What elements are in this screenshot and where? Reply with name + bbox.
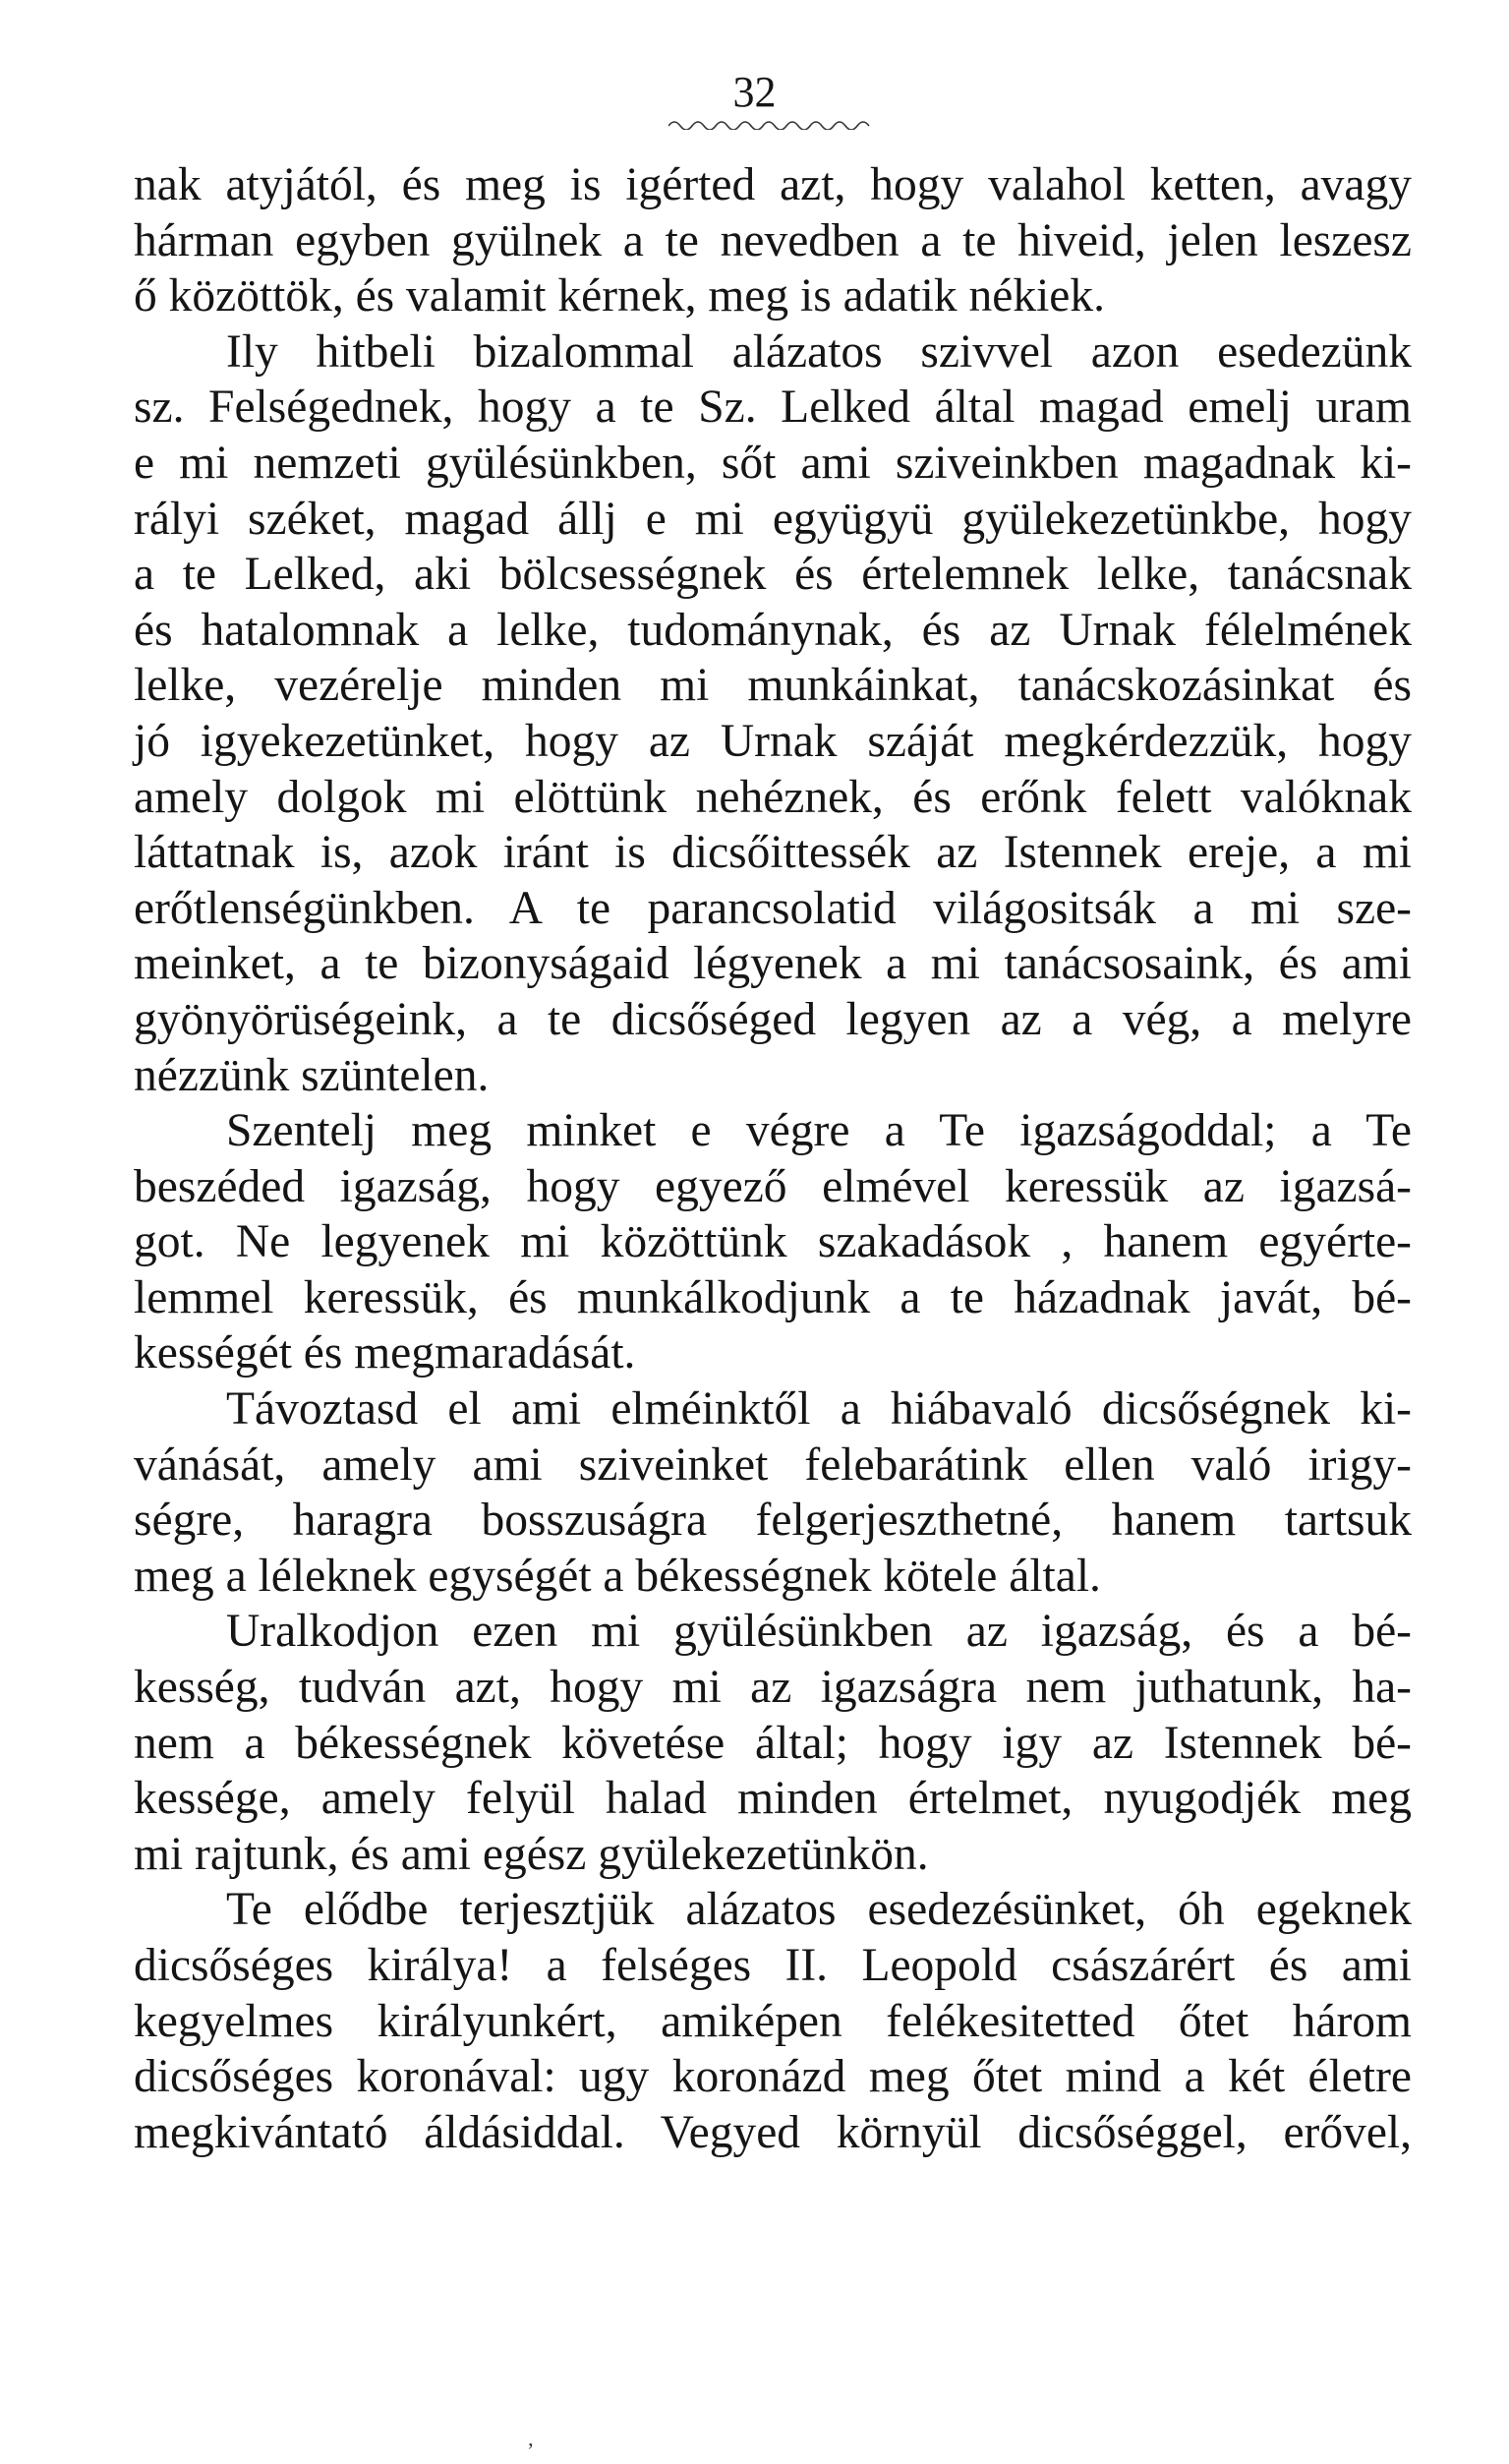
text-line: kességét és megmaradását. — [134, 1327, 636, 1379]
text-line: dicsőséges koronával: ugy koronázd meg őtet mind a két életre — [134, 2051, 1412, 2103]
wavy-rule-ornament — [668, 116, 870, 130]
text-line: gyönyörüségeink, a te dicsőséged legyen az a vég, a melyre — [134, 993, 1412, 1045]
text-line: got. Ne legyenek mi közöttünk szakadások , hanem egyérte- — [134, 1216, 1412, 1268]
text-line: és hatalomnak a lelke, tudománynak, és az Urnak félelmének — [134, 604, 1412, 656]
text-line: kesség, tudván azt, hogy mi az igazságra nem juthatunk, ha- — [134, 1662, 1412, 1714]
text-line: láttatnak is, azok iránt is dicsőittessék az Istennek ereje, a mi — [134, 827, 1412, 879]
text-line: kegyelmes királyunkért, amiképen felékesitetted őtet három — [134, 1995, 1412, 2047]
text-line: vánását, amely ami sziveinket felebarátink ellen való irigy- — [134, 1438, 1412, 1491]
text-line: nem a békességnek követése által; hogy igy az Istennek bé- — [134, 1717, 1412, 1769]
text-line: ő közöttök, és valamit kérnek, meg is adatik nékiek. — [134, 270, 1105, 323]
text-line: lemmel keressük, és munkálkodjunk a te házadnak javát, bé- — [134, 1271, 1412, 1323]
page-number: 32 — [732, 68, 777, 116]
text-line: Te elődbe terjesztjük alázatos esedezésünket, óh egeknek — [226, 1884, 1412, 1936]
text-line: erőtlenségünkben. A te parancsolatid világositsák a mi sze- — [134, 882, 1412, 934]
text-line: ségre, haragra bosszuságra felgerjeszthetné, hanem tartsuk — [134, 1495, 1412, 1547]
text-line: Uralkodjon ezen mi gyülésünkben az igazság, és a bé- — [226, 1606, 1412, 1658]
text-line: hárman egyben gyülnek a te nevedben a te hiveid, jelen leszesz — [134, 214, 1412, 266]
text-line: Szentelj meg minket e végre a Te igazságoddal; a Te — [226, 1105, 1412, 1157]
text-line: kessége, amely felyül halad minden értelmet, nyugodjék meg — [134, 1773, 1412, 1825]
text-line: amely dolgok mi elöttünk nehéznek, és erőnk felett valóknak — [134, 771, 1412, 823]
text-line: lelke, vezérelje minden mi munkáinkat, tanácskozásinkat és — [134, 660, 1412, 712]
text-line: mi rajtunk, és ami egész gyülekezetünkön. — [134, 1828, 929, 1880]
text-line: beszéded igazság, hogy egyező elmével keressük az igazsá- — [134, 1160, 1412, 1212]
text-line: meinket, a te bizonyságaid légyenek a mi tanácsosaink, és ami — [134, 938, 1412, 990]
text-line: a te Lelked, aki bölcsességnek és értelemnek lelke, tanácsnak — [134, 549, 1412, 601]
text-line: Távoztasd el ami elméinktől a hiábavaló dicsőségnek ki- — [226, 1383, 1412, 1436]
text-line: nézzünk szüntelen. — [134, 1049, 490, 1101]
text-line: meg a léleknek egységét a békességnek kötele által. — [134, 1550, 1101, 1602]
text-line: e mi nemzeti gyülésünkben, sőt ami sziveinkben magadnak ki- — [134, 437, 1412, 489]
text-line: dicsőséges királya! a felséges II. Leopold császárért és ami — [134, 1940, 1412, 1991]
body-text — [134, 157, 1412, 2160]
text-line: Ily hitbeli bizalommal alázatos szivvel azon esedezünk — [226, 325, 1412, 378]
text-line: rályi széket, magad állj e mi együgyü gyülekezetünkbe, hogy — [134, 493, 1412, 545]
text-line: jó igyekezetünket, hogy az Urnak száját megkérdezzük, hogy — [134, 715, 1412, 767]
text-line: megkivántató áldásiddal. Vegyed környül dicsőséggel, erővel, — [134, 2106, 1412, 2158]
stray-ink-mark: ʼ — [527, 2438, 535, 2463]
text-line: sz. Felségednek, hogy a te Sz. Lelked által magad emelj uram — [134, 381, 1412, 434]
text-line: nak atyjától, és meg is igérted azt, hogy valahol ketten, avagy — [134, 159, 1412, 210]
